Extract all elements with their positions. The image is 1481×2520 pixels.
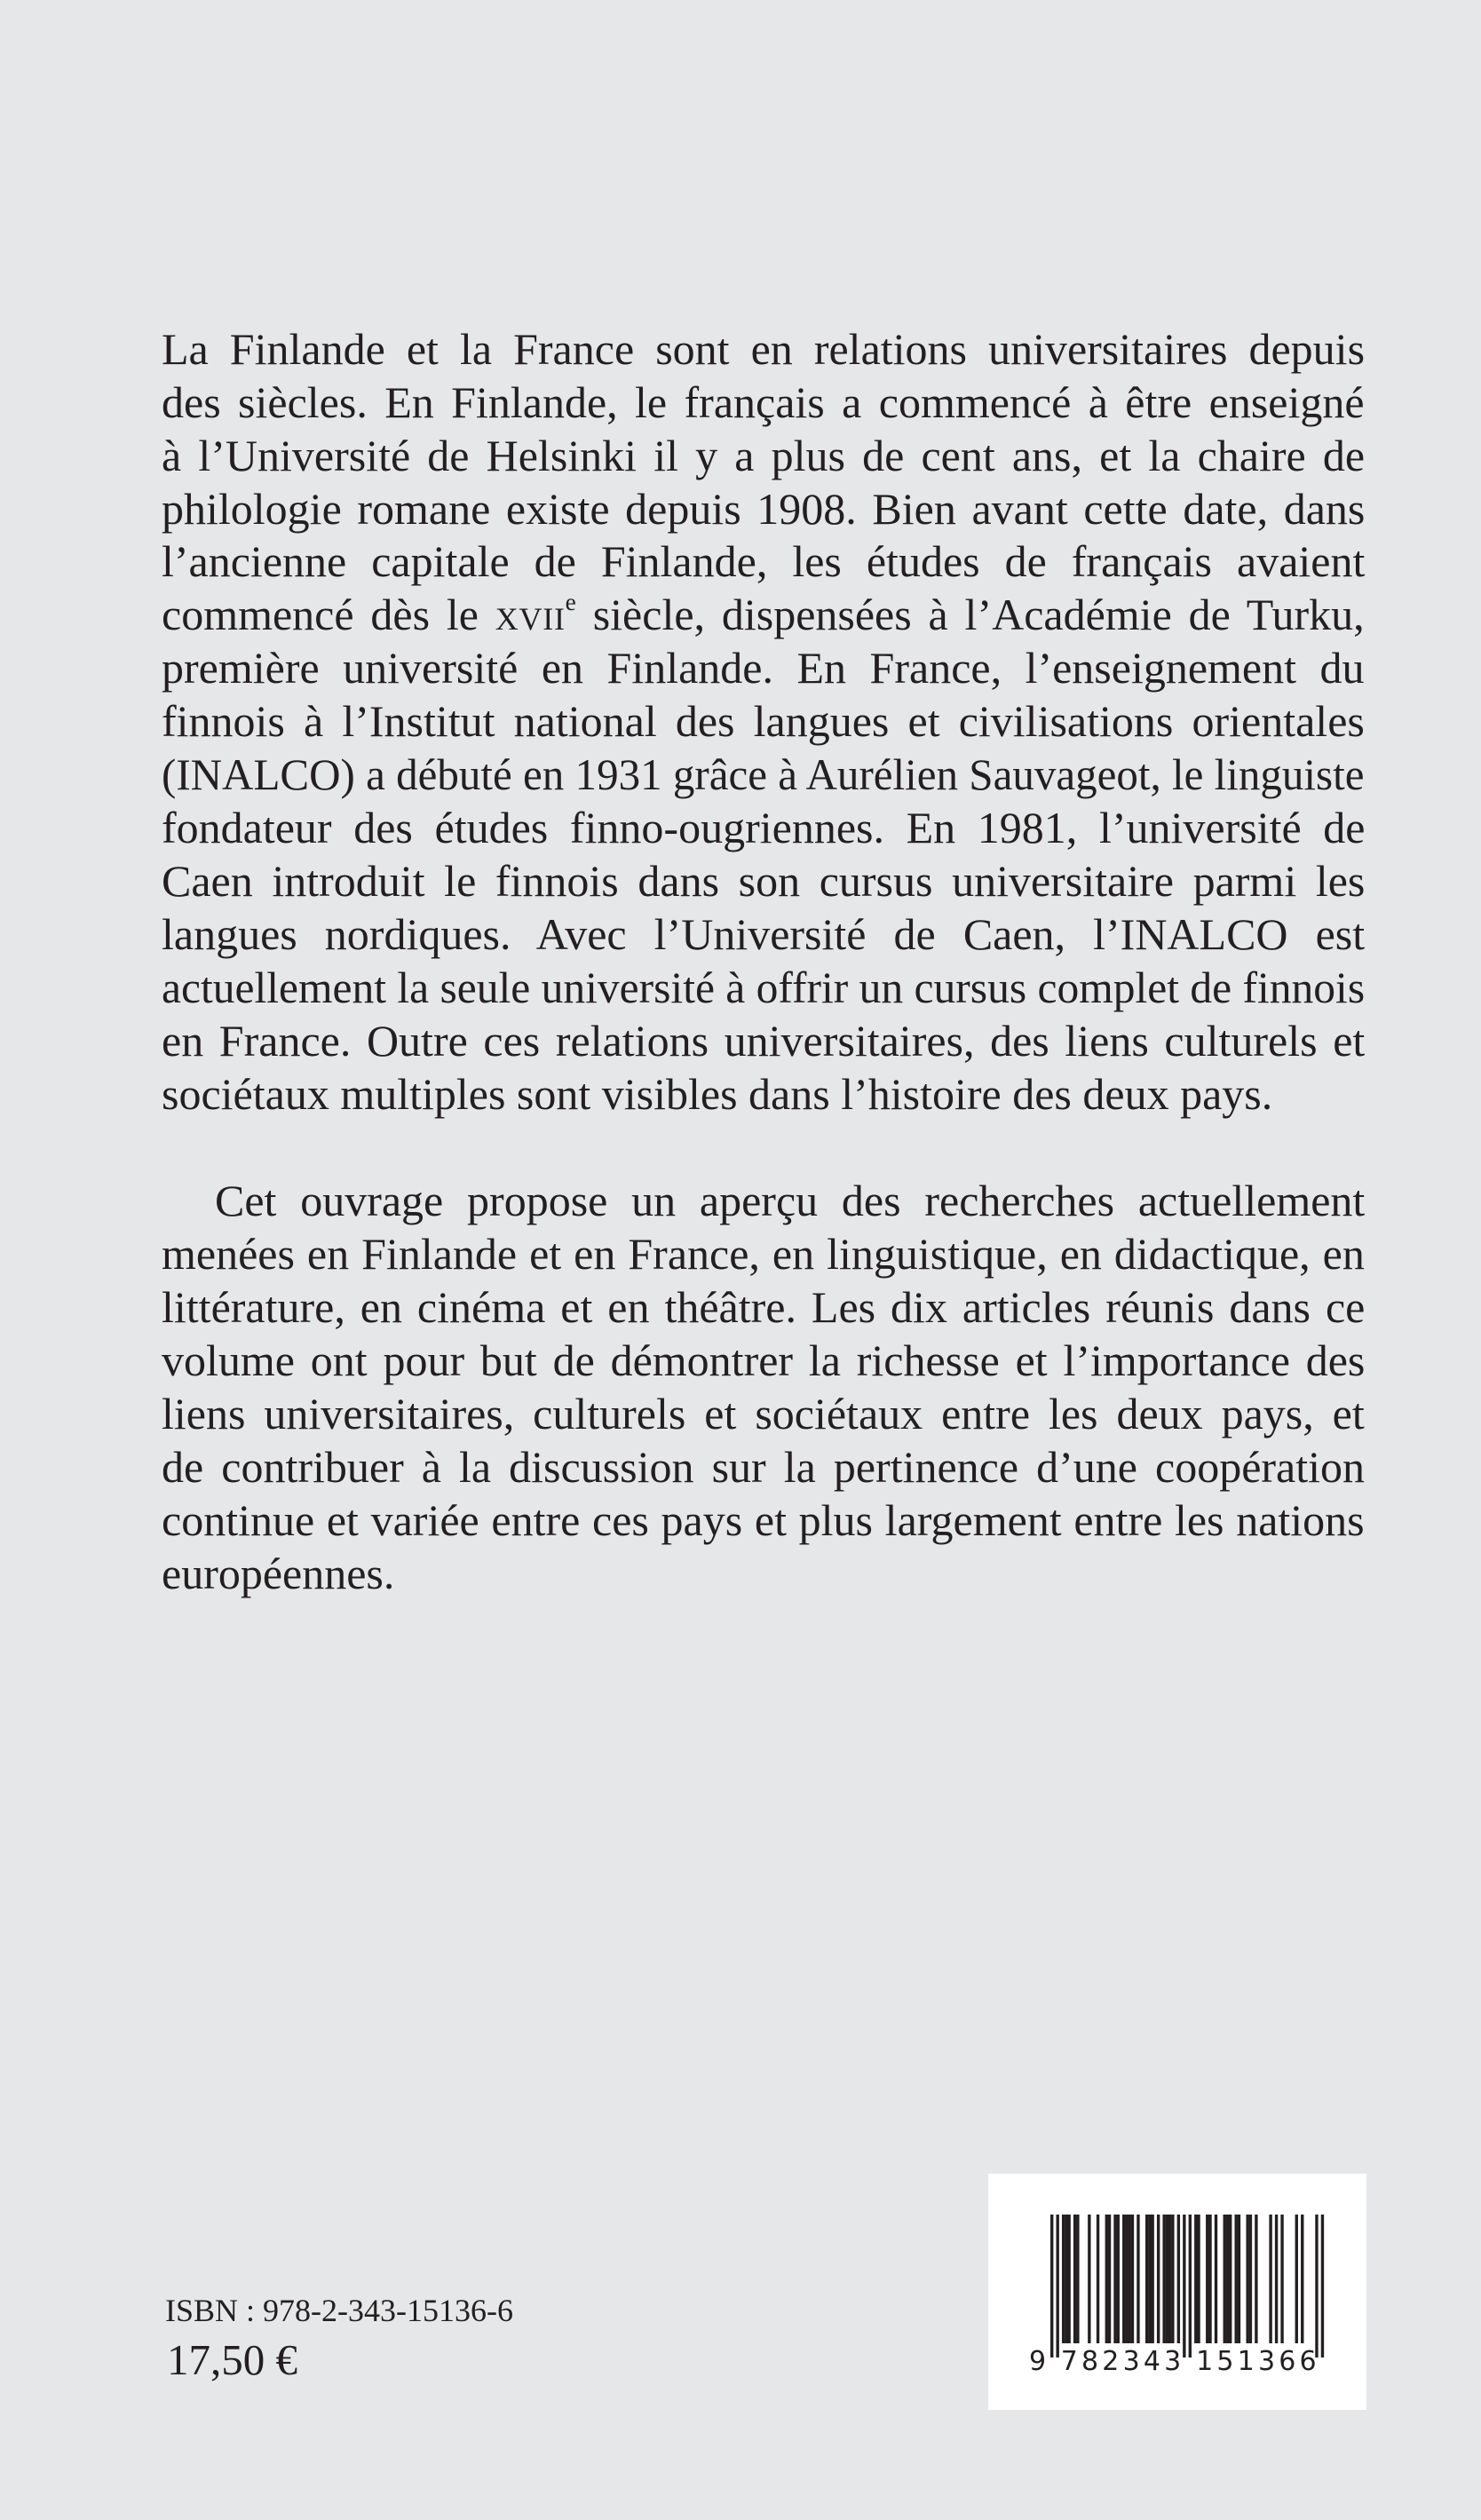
- svg-text:151366: 151366: [1196, 2346, 1320, 2377]
- text-line: Caen introduit le finnois dans son cursus universitaire parmi les: [162, 856, 1366, 906]
- text-line: liens universitaires, culturels et sociétaux entre les deux pays, et: [162, 1389, 1365, 1438]
- text-line: langues nordiques. Avec l’Université de Caen, l’INALCO est: [162, 909, 1366, 959]
- isbn-label: ISBN : 978-2-343-15136-6: [165, 2293, 513, 2328]
- text-line: première université en Finlande. En France, l’enseignement du: [162, 643, 1365, 693]
- barcode-icon: [988, 2174, 1366, 2410]
- text-line-last: européennes.: [162, 1549, 395, 1598]
- price-label: 17,50 €: [167, 2335, 297, 2384]
- text-line-century: commencé dès le XVIIe siècle, dispensées à l’Académie de Turku,: [162, 588, 1365, 639]
- text-line: des siècles. En Finlande, le français a commencé à être enseigné: [162, 377, 1365, 427]
- text-line: en France. Outre ces relations universitaires, des liens culturels et: [162, 1016, 1366, 1066]
- text-line: philologie romane existe depuis 1908. Bien avant cette date, dans: [162, 484, 1366, 534]
- svg-text:782343: 782343: [1060, 2346, 1185, 2377]
- century-superscript: e: [565, 588, 576, 615]
- text-line: (INALCO) a débuté en 1931 grâce à Aurélien Sauvageot, le linguiste: [162, 749, 1365, 799]
- text-line: fondateur des études finno-ougriennes. En 1981, l’université de: [162, 803, 1366, 852]
- text-line: continue et variée entre ces pays et plus largement entre les nations: [162, 1495, 1365, 1545]
- text-line: actuellement la seule université à offrir un cursus complet de finnois: [162, 963, 1366, 1012]
- ean13-barcode: [988, 2174, 1366, 2410]
- text-line: volume ont pour but de démontrer la richesse et l’importance des: [162, 1335, 1366, 1385]
- text-line-last: sociétaux multiples sont visibles dans l’histoire des deux pays.: [162, 1069, 1273, 1119]
- century-smallcaps: XVII: [495, 601, 566, 637]
- text-line: menées en Finlande et en France, en linguistique, en didactique, en: [162, 1229, 1365, 1279]
- text-line: de contribuer à la discussion sur la pertinence d’une coopération: [162, 1442, 1366, 1492]
- svg-text:9: 9: [1029, 2346, 1047, 2377]
- text-line: l’ancienne capitale de Finlande, les études de français avaient: [162, 536, 1366, 586]
- text-line: finnois à l’Institut national des langues et civilisations orientales: [162, 696, 1365, 746]
- text-line: à l’Université de Helsinki il y a plus de cent ans, et la chaire de: [162, 431, 1366, 480]
- text-line: littérature, en cinéma et en théâtre. Les dix articles réunis dans ce: [162, 1282, 1366, 1332]
- text-line: La Finlande et la France sont en relations universitaires depuis: [162, 324, 1366, 374]
- text-line-indented: Cet ouvrage propose un aperçu des recherches actuellement: [215, 1176, 1366, 1225]
